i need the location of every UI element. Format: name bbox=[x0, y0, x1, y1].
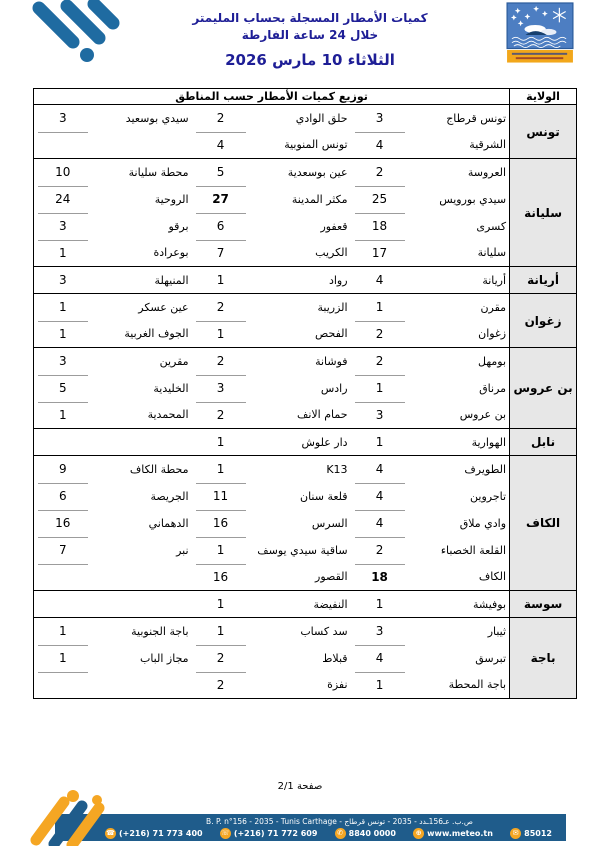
station-value-cell: 16 bbox=[212, 569, 229, 584]
station-name-cell: سيدي بورويس bbox=[409, 186, 510, 213]
station-value-cell: 3 bbox=[34, 267, 92, 294]
station-name-cell: محطة سليانة bbox=[92, 159, 192, 186]
station-name-cell: المنيهلة bbox=[92, 267, 192, 294]
station-name-cell: الدهماني bbox=[92, 510, 192, 537]
station-name-cell: عين بوسعدية bbox=[250, 159, 351, 186]
station-value-cell: 2 bbox=[192, 105, 250, 132]
sms-icon: ✉ bbox=[510, 828, 521, 839]
station-value-cell: 5 bbox=[34, 375, 92, 402]
contact-item bbox=[335, 828, 396, 839]
station-name-cell bbox=[92, 132, 192, 159]
station-value-cell: 4 bbox=[216, 137, 225, 152]
station-value-cell: 1 bbox=[351, 294, 409, 321]
wilaya-cell: أريانة bbox=[510, 267, 577, 294]
station-value-cell: 1 bbox=[192, 537, 250, 564]
table-row bbox=[34, 672, 577, 699]
station-name-cell: القلعة الخصباء bbox=[409, 537, 510, 564]
station-value-cell: 1 bbox=[58, 407, 67, 422]
wilaya-cell: تونس bbox=[510, 105, 577, 159]
rainfall-table bbox=[33, 88, 577, 699]
station-value-cell: 1 bbox=[34, 294, 92, 321]
station-name-cell: مقرن bbox=[409, 294, 510, 321]
station-name-cell: الجوف الغربية bbox=[124, 327, 189, 341]
page-number: صفحة 2/1 bbox=[277, 781, 323, 792]
station-name-cell: الكاف bbox=[478, 570, 507, 584]
station-value-cell: 4 bbox=[351, 510, 409, 537]
station-name-cell: الزريبة bbox=[250, 294, 351, 321]
station-value-cell: 1 bbox=[34, 618, 92, 645]
station-value-cell: 4 bbox=[351, 456, 409, 483]
contact-item bbox=[510, 828, 552, 839]
station-name-cell: الشرقية bbox=[469, 138, 507, 152]
station-value-cell: 3 bbox=[34, 213, 92, 240]
station-value-cell: 4 bbox=[351, 645, 409, 672]
table-row bbox=[34, 240, 577, 267]
station-value-cell: 1 bbox=[192, 267, 250, 294]
station-name-cell: تبرسق bbox=[409, 645, 510, 672]
station-value-cell: 1 bbox=[216, 326, 225, 341]
station-name-cell: دار علوش bbox=[250, 429, 351, 456]
wilaya-column-header: الولاية bbox=[510, 89, 577, 105]
station-value-cell: 1 bbox=[351, 429, 409, 456]
station-value-cell: 24 bbox=[34, 186, 92, 213]
table-row bbox=[34, 402, 577, 429]
contact-item bbox=[105, 828, 203, 839]
station-name-cell: بوفيشة bbox=[409, 591, 510, 618]
wilaya-cell: سليانة bbox=[510, 159, 577, 267]
table-row bbox=[34, 591, 577, 618]
table-row bbox=[34, 186, 577, 213]
station-name-cell: ثيبار bbox=[409, 618, 510, 645]
station-value-cell: 1 bbox=[375, 677, 384, 692]
station-name-cell: برقو bbox=[92, 213, 192, 240]
station-name-cell: الطويرف bbox=[409, 456, 510, 483]
table-row bbox=[34, 375, 577, 402]
table-row bbox=[34, 105, 577, 132]
station-name-cell: الخليدية bbox=[92, 375, 192, 402]
wilaya-cell: نابل bbox=[510, 429, 577, 456]
station-name-cell bbox=[92, 564, 192, 591]
station-name-cell: قلعة سنان bbox=[250, 483, 351, 510]
station-value-cell: 3 bbox=[34, 105, 92, 132]
wilaya-cell: سوسة bbox=[510, 591, 577, 618]
station-name-cell: قعفور bbox=[250, 213, 351, 240]
distribution-column-header: توزيع كميات الأمطار حسب المناطق bbox=[34, 89, 510, 105]
station-value-cell: 6 bbox=[192, 213, 250, 240]
station-name-cell: تونس قرطاج bbox=[409, 105, 510, 132]
footer-contacts bbox=[55, 826, 566, 839]
wilaya-cell: بن عروس bbox=[510, 348, 577, 429]
station-value-cell: 17 bbox=[371, 245, 388, 260]
station-name-cell: سليانة bbox=[477, 246, 507, 260]
contact-text: www.meteo.tn bbox=[427, 829, 493, 838]
station-name-cell: محطة الكاف bbox=[92, 456, 192, 483]
station-value-cell: 2 bbox=[351, 159, 409, 186]
callcenter-icon: ✆ bbox=[335, 828, 346, 839]
station-name-cell: باجة المحطة bbox=[448, 678, 507, 692]
inm-emblem-icon bbox=[505, 2, 575, 64]
station-name-cell: الجريصة bbox=[92, 483, 192, 510]
footer-stripes-icon bbox=[26, 790, 110, 846]
station-value-cell: 2 bbox=[216, 407, 225, 422]
inm-emblem bbox=[505, 2, 575, 68]
station-value-cell: 2 bbox=[351, 348, 409, 375]
station-value-cell: 5 bbox=[192, 159, 250, 186]
station-value-cell: 16 bbox=[34, 510, 92, 537]
station-name-cell: سد كساب bbox=[250, 618, 351, 645]
contact-text: (+216) 71 773 400 bbox=[119, 829, 203, 838]
station-value-cell bbox=[34, 564, 92, 591]
station-value-cell: 1 bbox=[192, 591, 250, 618]
station-value-cell: 1 bbox=[58, 245, 67, 260]
table-row bbox=[34, 348, 577, 375]
station-name-cell bbox=[92, 672, 192, 699]
station-name-cell bbox=[92, 591, 192, 618]
station-name-cell: زغوان bbox=[478, 327, 507, 341]
wilaya-cell: باجة bbox=[510, 618, 577, 699]
table-row bbox=[34, 645, 577, 672]
station-name-cell: تاجروين bbox=[409, 483, 510, 510]
station-value-cell: 2 bbox=[351, 537, 409, 564]
table-row bbox=[34, 456, 577, 483]
table-row bbox=[34, 159, 577, 186]
station-value-cell: 2 bbox=[216, 677, 225, 692]
phone-icon: ☎ bbox=[106, 829, 115, 837]
station-value-cell: 4 bbox=[351, 267, 409, 294]
station-value-cell: 2 bbox=[192, 645, 250, 672]
station-value-cell: 3 bbox=[375, 407, 384, 422]
station-name-cell: بن عروس bbox=[459, 408, 507, 422]
station-name-cell: السرس bbox=[250, 510, 351, 537]
rain-streaks-icon bbox=[15, 0, 120, 66]
station-value-cell: 1 bbox=[351, 591, 409, 618]
station-value-cell: 3 bbox=[34, 348, 92, 375]
wilaya-cell: الكاف bbox=[510, 456, 577, 591]
station-name-cell: قبلاط bbox=[250, 645, 351, 672]
station-name-cell: رادس bbox=[250, 375, 351, 402]
globe-icon: ⊕ bbox=[413, 828, 424, 839]
station-name-cell: بومهل bbox=[409, 348, 510, 375]
table-row bbox=[34, 132, 577, 159]
table-row bbox=[34, 213, 577, 240]
footer-banner bbox=[55, 814, 566, 841]
station-name-cell: الفحص bbox=[315, 327, 348, 341]
station-value-cell: 1 bbox=[58, 326, 67, 341]
station-value-cell: 2 bbox=[192, 348, 250, 375]
station-value-cell: 4 bbox=[351, 483, 409, 510]
station-value-cell bbox=[34, 132, 92, 159]
station-value-cell bbox=[34, 672, 92, 699]
station-name-cell: حمام الانف bbox=[296, 408, 348, 422]
station-value-cell: 11 bbox=[192, 483, 250, 510]
station-name-cell: نفزة bbox=[327, 678, 348, 692]
station-name-cell: العروسة bbox=[409, 159, 510, 186]
title-line-2: خلال 24 ساعة الفارطة bbox=[241, 27, 379, 42]
station-name-cell: وادي ملاق bbox=[409, 510, 510, 537]
station-value-cell: 27 bbox=[192, 186, 250, 213]
station-name-cell: أريانة bbox=[409, 267, 510, 294]
station-value-cell: 1 bbox=[192, 618, 250, 645]
page-title bbox=[140, 10, 480, 44]
title-line-1: كميات الأمطار المسجلة بحساب المليمتر bbox=[192, 11, 428, 25]
contact-item bbox=[413, 828, 493, 839]
station-value-cell bbox=[34, 429, 92, 456]
table-header-row bbox=[34, 89, 577, 105]
station-value-cell: 3 bbox=[351, 618, 409, 645]
contact-text: 85012 bbox=[524, 829, 552, 838]
station-name-cell: نبر bbox=[92, 537, 192, 564]
station-name-cell: الهوارية bbox=[409, 429, 510, 456]
station-value-cell: 7 bbox=[216, 245, 225, 260]
table-row bbox=[34, 564, 577, 591]
inm-footer-logo bbox=[26, 790, 110, 848]
inm-streaks-logo bbox=[15, 0, 120, 70]
station-value-cell: 2 bbox=[192, 294, 250, 321]
fax-icon: ☏ bbox=[220, 829, 230, 837]
station-name-cell: القصور bbox=[315, 570, 348, 584]
station-name-cell: المحمدية bbox=[147, 408, 189, 422]
table-row bbox=[34, 321, 577, 348]
station-value-cell: 1 bbox=[192, 456, 250, 483]
table-row bbox=[34, 483, 577, 510]
station-value-cell: 6 bbox=[34, 483, 92, 510]
station-name-cell: باجة الجنوبية bbox=[92, 618, 192, 645]
station-value-cell: 9 bbox=[34, 456, 92, 483]
station-name-cell: ساقية سيدي يوسف bbox=[250, 537, 351, 564]
station-value-cell: 3 bbox=[351, 105, 409, 132]
station-value-cell: 16 bbox=[192, 510, 250, 537]
station-name-cell: كسرى bbox=[409, 213, 510, 240]
station-name-cell bbox=[92, 429, 192, 456]
table-row bbox=[34, 510, 577, 537]
station-name-cell: بوعرادة bbox=[153, 246, 189, 260]
table-row bbox=[34, 429, 577, 456]
station-name-cell: تونس المنوبية bbox=[284, 138, 348, 152]
station-value-cell: 18 bbox=[351, 213, 409, 240]
station-value-cell: 1 bbox=[351, 375, 409, 402]
station-value-cell: 18 bbox=[371, 569, 388, 584]
station-value-cell: 10 bbox=[34, 159, 92, 186]
contact-item bbox=[220, 828, 318, 839]
station-name-cell: النفيضة bbox=[250, 591, 351, 618]
station-value-cell: 7 bbox=[34, 537, 92, 564]
report-date: الثلاثاء 10 مارس 2026 bbox=[225, 51, 395, 69]
station-name-cell: الروحية bbox=[92, 186, 192, 213]
footer-address: B. P. n°156 - 2035 - Tunis Carthage - ص.ب. عـ156ـدد - 2035 - تونس قرطاج bbox=[206, 817, 473, 826]
station-value-cell: 1 bbox=[34, 645, 92, 672]
station-name-cell: سيدي بوسعيد bbox=[92, 105, 192, 132]
station-name-cell: مكثر المدينة bbox=[250, 186, 351, 213]
station-name-cell: الكريب bbox=[315, 246, 348, 260]
station-name-cell: K13 bbox=[250, 456, 351, 483]
table-row bbox=[34, 537, 577, 564]
station-name-cell: حلق الوادي bbox=[250, 105, 351, 132]
table-row bbox=[34, 267, 577, 294]
station-name-cell: رواد bbox=[250, 267, 351, 294]
station-value-cell: 1 bbox=[192, 429, 250, 456]
station-name-cell: مجاز الباب bbox=[92, 645, 192, 672]
station-value-cell: 3 bbox=[192, 375, 250, 402]
table-row bbox=[34, 294, 577, 321]
station-value-cell: 4 bbox=[375, 137, 384, 152]
station-value-cell: 25 bbox=[351, 186, 409, 213]
station-name-cell: فوشانة bbox=[250, 348, 351, 375]
station-value-cell bbox=[34, 591, 92, 618]
station-value-cell: 2 bbox=[375, 326, 384, 341]
contact-text: (+216) 71 772 609 bbox=[233, 829, 318, 838]
contact-text: 8840 0000 bbox=[348, 829, 396, 838]
table-row bbox=[34, 618, 577, 645]
station-name-cell: مرناق bbox=[409, 375, 510, 402]
station-name-cell: عين عسكر bbox=[92, 294, 192, 321]
station-name-cell: مقرين bbox=[92, 348, 192, 375]
wilaya-cell: زغوان bbox=[510, 294, 577, 348]
